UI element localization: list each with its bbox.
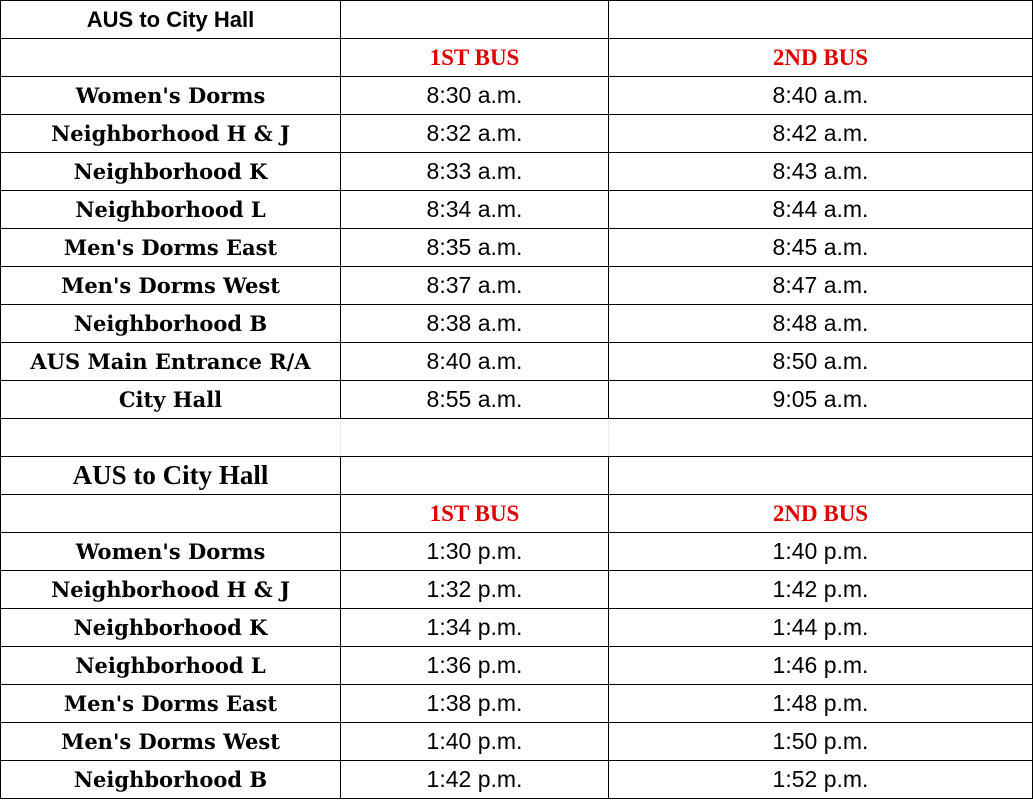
afternoon-title: AUS to City Hall [1, 457, 341, 495]
afternoon-header-1st-bus: 1ST BUS [341, 495, 609, 533]
morning-title-row [1, 1, 1033, 39]
bus1-time: 1:30 p.m. [341, 533, 609, 571]
bus1-time: 8:55 a.m. [341, 381, 609, 419]
bus2-time: 8:50 a.m. [609, 343, 1033, 381]
bus1-time: 1:34 p.m. [341, 609, 609, 647]
bus2-time: 8:47 a.m. [609, 267, 1033, 305]
table-row [1, 305, 1033, 343]
morning-header-row [1, 39, 1033, 77]
stop-name: Men's Dorms West [1, 267, 341, 305]
afternoon-header-2nd-bus: 2ND BUS [609, 495, 1033, 533]
table-row [1, 685, 1033, 723]
bus2-time: 1:44 p.m. [609, 609, 1033, 647]
stop-name: Neighborhood K [1, 153, 341, 191]
bus1-time: 1:32 p.m. [341, 571, 609, 609]
table-row [1, 191, 1033, 229]
table-row [1, 267, 1033, 305]
table-row [1, 609, 1033, 647]
table-row [1, 77, 1033, 115]
table-row [1, 647, 1033, 685]
table-row [1, 153, 1033, 191]
bus1-time: 8:40 a.m. [341, 343, 609, 381]
stop-name: Men's Dorms West [1, 723, 341, 761]
morning-header-1st-bus: 1ST BUS [341, 39, 609, 77]
stop-name: Neighborhood H & J [1, 115, 341, 153]
bus1-time: 8:34 a.m. [341, 191, 609, 229]
bus2-time: 8:40 a.m. [609, 77, 1033, 115]
afternoon-header-empty-cell [1, 495, 341, 533]
bus2-time: 8:43 a.m. [609, 153, 1033, 191]
stop-name: Men's Dorms East [1, 229, 341, 267]
afternoon-title-empty-cell [609, 457, 1033, 495]
spacer-cell [609, 419, 1033, 457]
spacer-cell [341, 419, 609, 457]
bus2-time: 8:44 a.m. [609, 191, 1033, 229]
bus1-time: 8:38 a.m. [341, 305, 609, 343]
table-row [1, 115, 1033, 153]
bus1-time: 8:35 a.m. [341, 229, 609, 267]
bus2-time: 1:48 p.m. [609, 685, 1033, 723]
bus1-time: 8:33 a.m. [341, 153, 609, 191]
table-row [1, 723, 1033, 761]
stop-name: AUS Main Entrance R/A [1, 343, 341, 381]
table-row [1, 761, 1033, 799]
table-row [1, 343, 1033, 381]
afternoon-header-row [1, 495, 1033, 533]
spacer-row [1, 419, 1033, 457]
table-row [1, 381, 1033, 419]
stop-name: City Hall [1, 381, 341, 419]
bus1-time: 8:32 a.m. [341, 115, 609, 153]
table-row [1, 229, 1033, 267]
bus1-time: 1:42 p.m. [341, 761, 609, 799]
bus2-time: 9:05 a.m. [609, 381, 1033, 419]
morning-title-empty-cell [609, 1, 1033, 39]
morning-title-empty-cell [341, 1, 609, 39]
table-row [1, 571, 1033, 609]
stop-name: Neighborhood K [1, 609, 341, 647]
stop-name: Neighborhood L [1, 647, 341, 685]
stop-name: Neighborhood B [1, 761, 341, 799]
stop-name: Women's Dorms [1, 533, 341, 571]
stop-name: Neighborhood L [1, 191, 341, 229]
bus1-time: 8:37 a.m. [341, 267, 609, 305]
morning-title: AUS to City Hall [1, 1, 341, 39]
stop-name: Men's Dorms East [1, 685, 341, 723]
bus2-time: 8:45 a.m. [609, 229, 1033, 267]
morning-header-2nd-bus: 2ND BUS [609, 39, 1033, 77]
bus1-time: 1:36 p.m. [341, 647, 609, 685]
bus1-time: 1:38 p.m. [341, 685, 609, 723]
stop-name: Neighborhood H & J [1, 571, 341, 609]
bus1-time: 1:40 p.m. [341, 723, 609, 761]
stop-name: Neighborhood B [1, 305, 341, 343]
afternoon-title-row [1, 457, 1033, 495]
bus1-time: 8:30 a.m. [341, 77, 609, 115]
bus2-time: 8:42 a.m. [609, 115, 1033, 153]
bus2-time: 1:40 p.m. [609, 533, 1033, 571]
table-row [1, 533, 1033, 571]
stop-name: Women's Dorms [1, 77, 341, 115]
bus2-time: 8:48 a.m. [609, 305, 1033, 343]
spacer-cell [1, 419, 341, 457]
bus2-time: 1:42 p.m. [609, 571, 1033, 609]
bus2-time: 1:46 p.m. [609, 647, 1033, 685]
afternoon-schedule-table [0, 456, 1033, 799]
bus2-time: 1:50 p.m. [609, 723, 1033, 761]
afternoon-title-empty-cell [341, 457, 609, 495]
bus2-time: 1:52 p.m. [609, 761, 1033, 799]
morning-header-empty-cell [1, 39, 341, 77]
